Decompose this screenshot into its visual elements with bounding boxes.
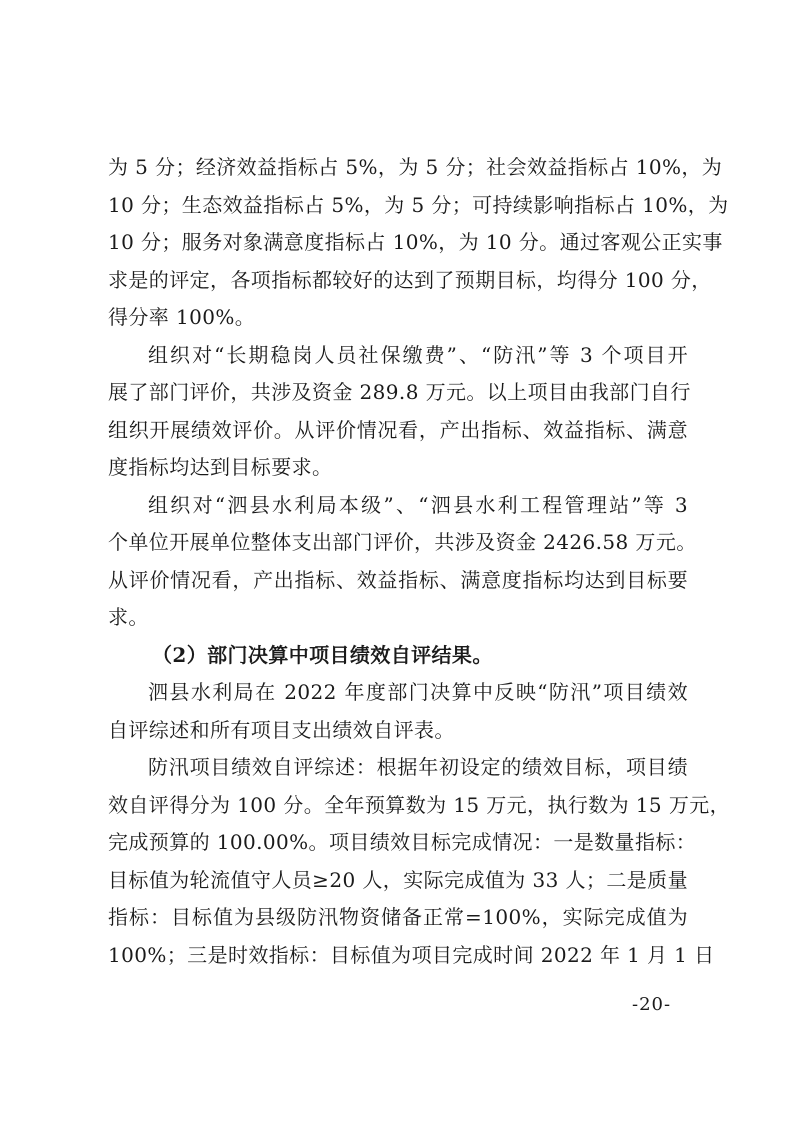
text-line: 求是的评定，各项指标都较好的达到了预期目标，均得分 100 分， (108, 267, 712, 292)
paragraph (108, 674, 688, 749)
text-line: 自评综述和所有项目支出绩效自评表。 (108, 717, 455, 742)
paragraph (108, 487, 697, 637)
text-line: 组织开展绩效评价。从评价情况看，产出指标、效益指标、满意 (108, 417, 688, 442)
body-text (108, 149, 731, 974)
paragraph (108, 149, 729, 337)
text-line: 组织对“长期稳岗人员社保缴费”、“防汛”等 3 个项目开 (148, 342, 688, 367)
text-line: 指标：目标值为县级防汛物资储备正常=100%，实际完成值为 (108, 905, 688, 929)
text-line: 防汛项目绩效自评综述：根据年初设定的绩效目标，项目绩 (148, 755, 688, 779)
text-line: 得分率 100%。 (108, 305, 256, 329)
paragraph (108, 337, 691, 487)
text-line: 个单位开展单位整体支出部门评价，共涉及资金 2426.58 万元。 (108, 530, 697, 554)
text-line: 完成预算的 100.00%。项目绩效目标完成情况：一是数量指标： (108, 830, 697, 854)
text-line: 10 分；服务对象满意度指标占 10%，为 10 分。通过客观公正实事 (108, 230, 723, 254)
text-line: 为 5 分；经济效益指标占 5%，为 5 分；社会效益指标占 10%，为 (108, 155, 723, 179)
text-line: 从评价情况看，产出指标、效益指标、满意度指标均达到目标要 (108, 567, 688, 592)
paragraph (108, 749, 731, 974)
text-line: 效自评得分为 100 分。全年预算数为 15 万元，执行数为 15 万元， (108, 792, 731, 817)
text-line: 100%；三是时效指标：目标值为项目完成时间 2022 年 1 月 1 日 (108, 942, 715, 967)
text-line: 泗县水利局在 2022 年度部门决算中反映“防汛”项目绩效 (148, 680, 688, 704)
page-number: -20- (632, 994, 672, 1015)
text-line: 展了部门评价，共涉及资金 289.8 万元。以上项目由我部门自行 (108, 380, 691, 404)
text-line: 10 分；生态效益指标占 5%，为 5 分；可持续影响指标占 10%，为 (108, 192, 729, 217)
text-line: 度指标均达到目标要求。 (108, 455, 333, 479)
text-line: 组织对“泗县水利局本级”、“泗县水利工程管理站”等 3 (148, 492, 688, 517)
text-line: 求。 (108, 605, 149, 629)
section-heading (108, 637, 688, 675)
heading-line: （2）部门决算中项目绩效自评结果。 (152, 642, 493, 667)
text-line: 目标值为轮流值守人员≥20 人，实际完成值为 33 人；二是质量 (108, 867, 688, 892)
